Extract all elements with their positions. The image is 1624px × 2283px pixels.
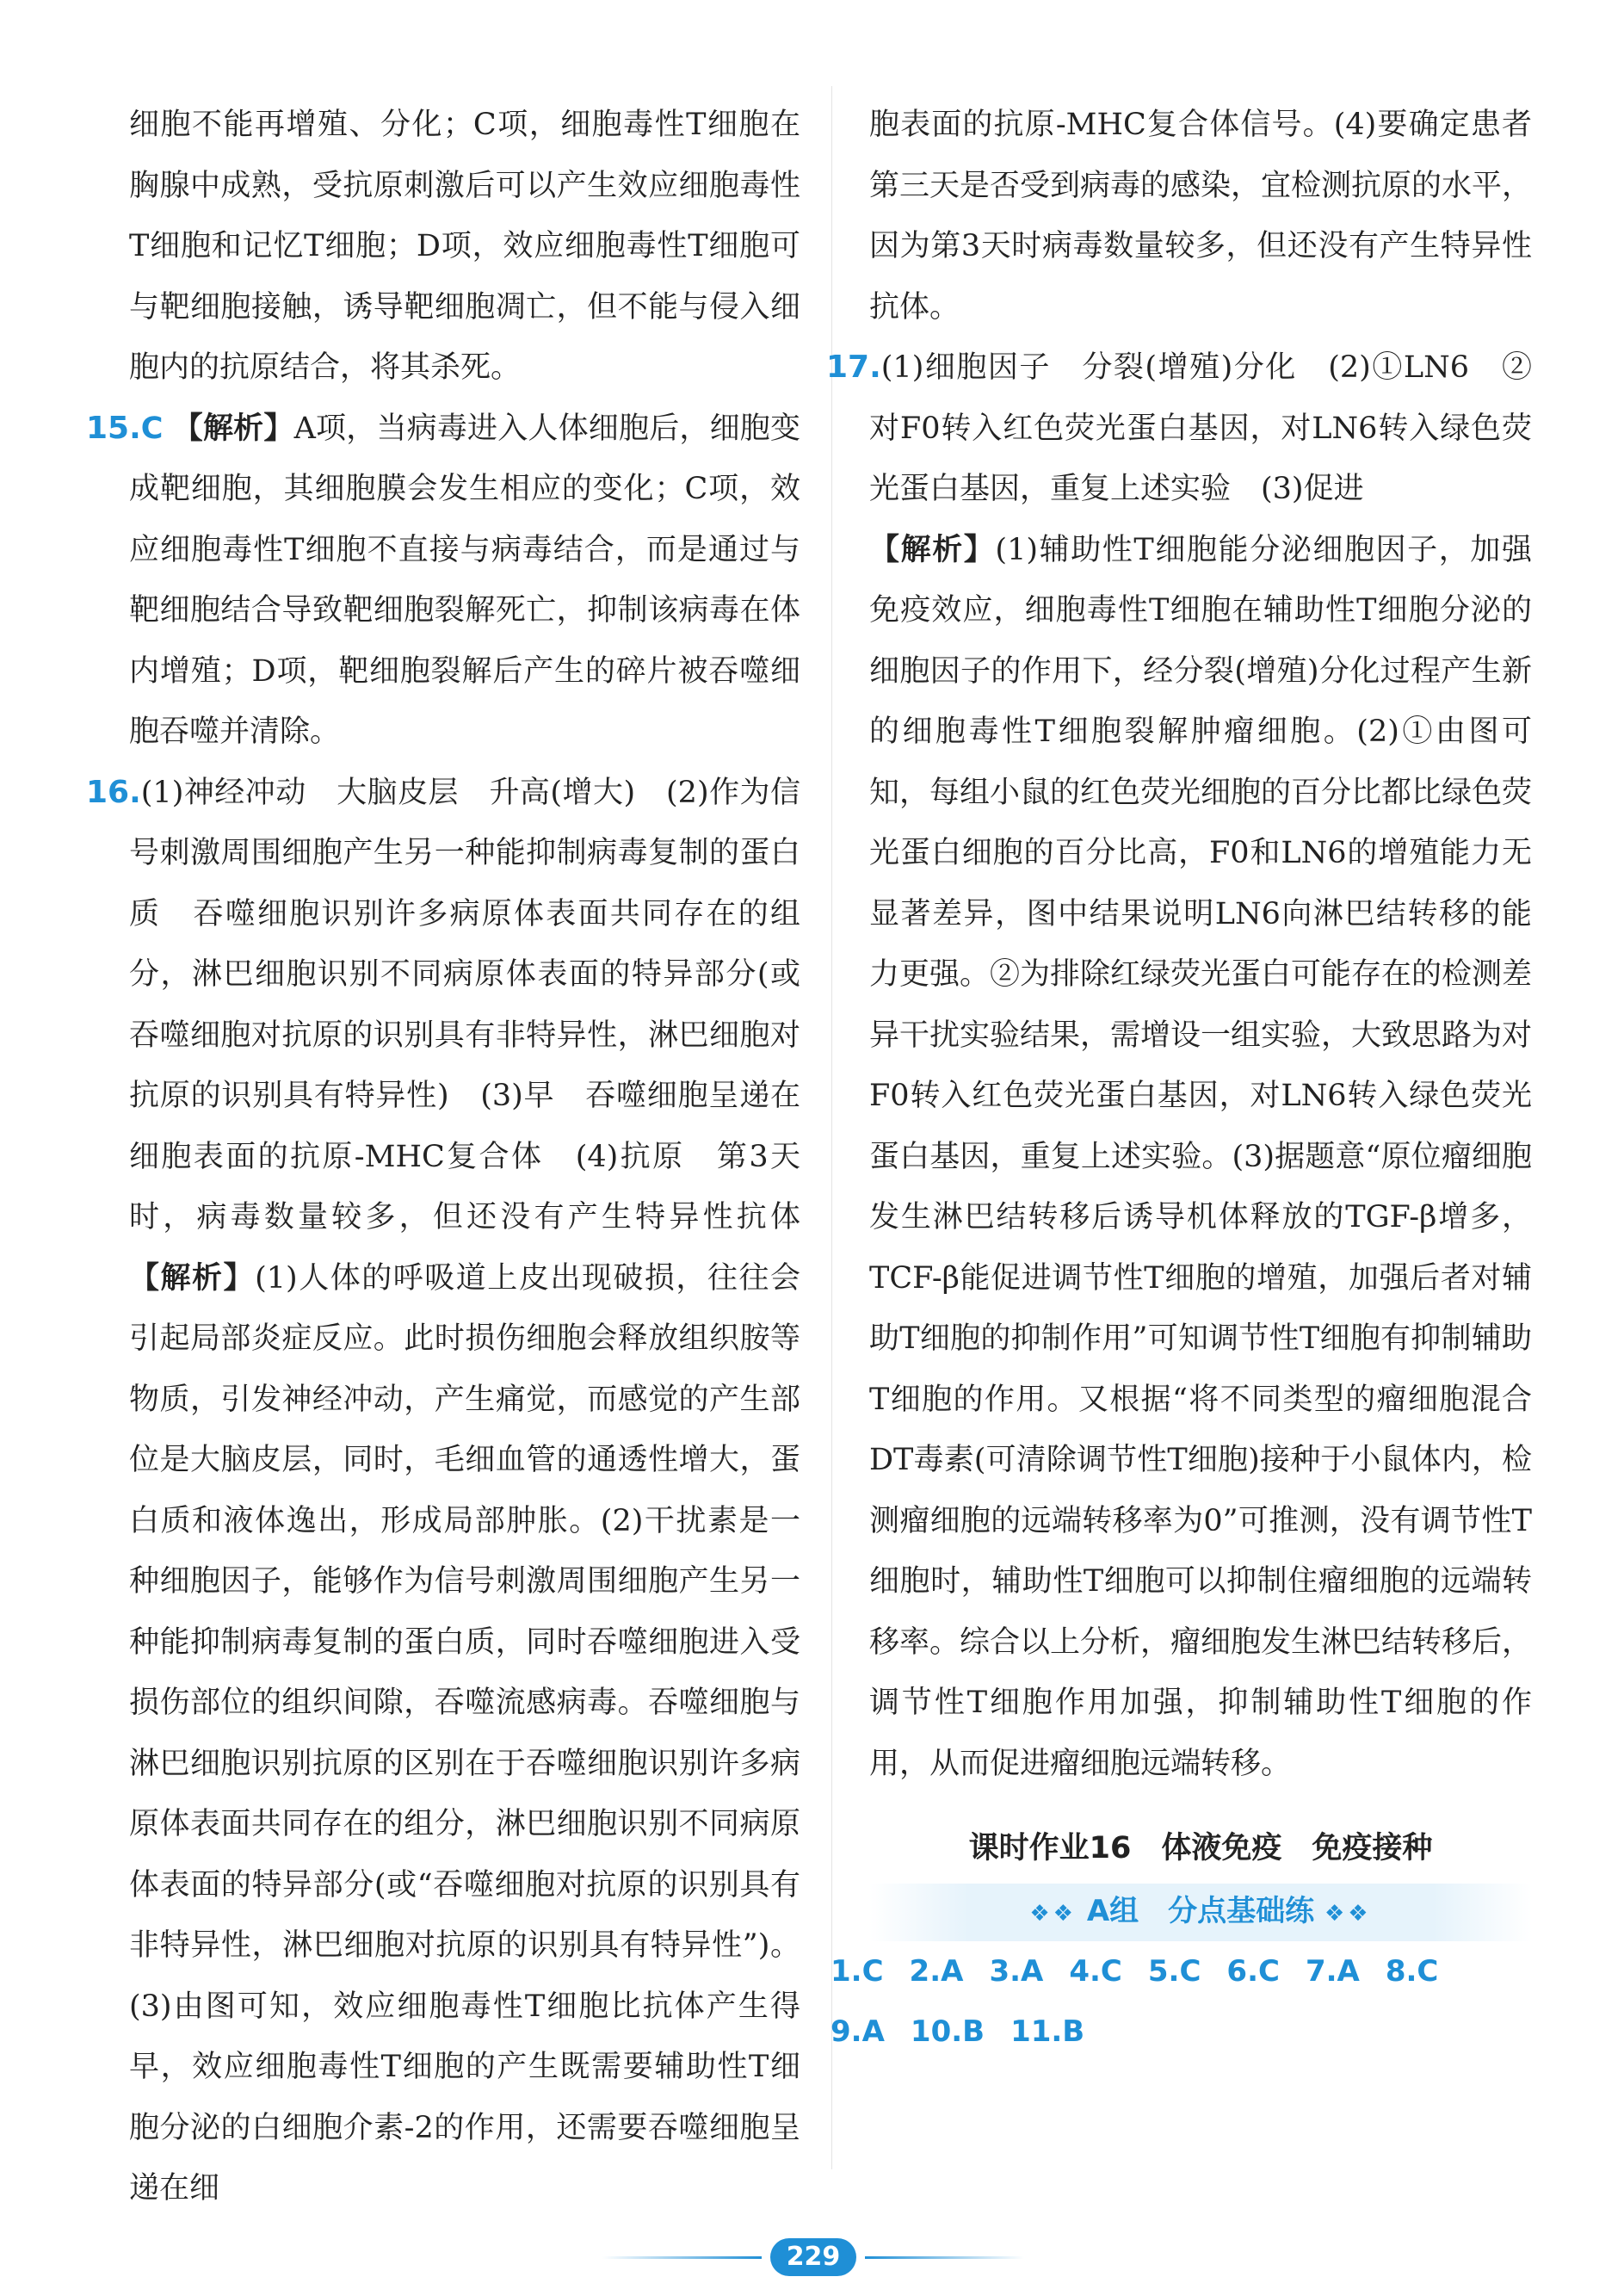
answer-number: 7. <box>1305 1954 1337 1989</box>
answer-item <box>989 1954 1043 1989</box>
q16-analysis-text: (1)人体的呼吸道上皮出现破损，往往会引起局部炎症反应。此时损伤细胞会释放组织胺等物质，引发神经冲动，产生痛觉，而感觉的产生部位是大脑皮层，同时，毛细血管的通透性增大，蛋白质和液体逸出，形成局部肿胀。(2)干扰素是一种细胞因子，能够作为信号刺激周围细胞产生另一种能抑制病毒复制的蛋白质，同时吞噬细胞进入受损伤部位的组织间隙，吞噬流感病毒。吞噬细胞与淋巴细胞识别抗原的区别在于吞噬细胞识别许多病原体表面共同存在的组分，淋巴细胞识别不同病原体表面的特异部分(或“吞噬细胞对抗原的识别具有非特异性，淋巴细胞对抗原的识别具有特异性”)。(3)由图可知，效应细胞毒性T细胞比抗体产生得早，效应细胞毒性T细胞的产生既需要辅助性T细胞分泌的白细胞介素-2的作用，还需要吞噬细胞呈递在细 <box>129 1260 800 2206</box>
band-left-ornament-icon: ❖❖ <box>1029 1901 1077 1927</box>
answer-item <box>1148 1954 1201 1989</box>
question-17 <box>826 337 1532 520</box>
answer-number: 11. <box>1010 2014 1063 2049</box>
answer-item <box>910 1954 964 1989</box>
answer-choice: A <box>1337 1954 1360 1989</box>
answer-item <box>911 2014 985 2049</box>
answer-number: 6. <box>1226 1954 1258 1989</box>
q17-analysis-text: (1)辅助性T细胞能分泌细胞因子，加强免疫效应，细胞毒性T细胞在辅助性T细胞分泌的细胞因子的作用下，经分裂(增殖)分化过程产生新的细胞毒性T细胞裂解肿瘤细胞。(2)①由图可知，每组小鼠的红色荧光细胞的百分比都比绿色荧光蛋白细胞的百分比高，F0和LN6的增殖能力无显著差异，图中结果说明LN6向淋巴结转移的能力更强。②为排除红绿荧光蛋白可能存在的检测差异干扰实验结果，需增设一组实验，大致思路为对F0转入红色荧光蛋白基因，对LN6转入绿色荧光蛋白基因，重复上述实验。(3)据题意“原位瘤细胞发生淋巴结转移后诱导机体释放的TGF-β增多，TCF-β能促进调节性T细胞的增殖，加强后者对辅助T细胞的抑制作用”可知调节性T细胞有抑制辅助T细胞的作用。又根据“将不同类型的瘤细胞混合DT毒素(可清除调节性T细胞)接种于小鼠体内，检测瘤细胞的远端转移率为0”可推测，没有调节性T细胞时，辅助性T细胞可以抑制住瘤细胞的远端转移率。综合以上分析，瘤细胞发生淋巴结转移后，调节性T细胞作用加强，抑制辅助性T细胞的作用，从而促进瘤细胞远端转移。 <box>869 532 1533 1781</box>
q15-number: 15. <box>86 410 141 446</box>
answer-choice: B <box>1062 2014 1085 2049</box>
left-column <box>86 95 831 2219</box>
answer-item <box>1226 1954 1280 1989</box>
group-band <box>869 1884 1532 1941</box>
answer-list <box>831 1941 1532 2062</box>
section-title: 课时作业16 体液免疫 免疫接种 <box>968 1831 1433 1865</box>
answer-row <box>831 1941 1532 2001</box>
q14-continuation: 细胞不能再增殖、分化；C项，细胞毒性T细胞在胸腺中成熟，受抗原刺激后可以产生效应细胞毒性T细胞和记忆T细胞；D项，效应细胞毒性T细胞可与靶细胞接触，诱导靶细胞凋亡，但不能与侵入细胞内的抗原结合，将其杀死。 <box>129 108 800 385</box>
q15-answer: C <box>140 411 164 446</box>
answer-choice: A <box>861 2014 885 2049</box>
answer-choice: C <box>1100 1954 1122 1989</box>
page-number: 229 <box>770 2238 856 2276</box>
answer-number: 3. <box>989 1954 1022 1989</box>
page-number-line-left <box>602 2256 762 2259</box>
page-number-line-right <box>865 2256 1024 2259</box>
answer-item <box>1010 2014 1084 2049</box>
answer-number: 8. <box>1385 1954 1417 1989</box>
answer-choice: B <box>962 2014 985 2049</box>
answer-number: 5. <box>1147 1954 1180 1989</box>
answer-row <box>831 2001 1532 2062</box>
q15-analysis-tag: 【解析】 <box>172 411 294 446</box>
answer-item <box>831 1954 884 1989</box>
answer-item <box>1069 1954 1122 1989</box>
answer-choice: C <box>861 1954 884 1989</box>
answer-choice: A <box>941 1954 964 1989</box>
question-16 <box>86 763 831 2219</box>
answer-choice: C <box>1179 1954 1201 1989</box>
answer-choice: A <box>1021 1954 1044 1989</box>
q16-number: 16. <box>86 774 141 810</box>
q15-analysis-text: A项，当病毒进入人体细胞后，细胞变成靶细胞，其细胞膜会发生相应的变化；C项，效应细胞毒性T细胞不直接与病毒结合，而是通过与靶细胞结合导致靶细胞裂解死亡，抑制该病毒在体内增殖；D项，靶细胞裂解后产生的碎片被吞噬细胞吞噬并清除。 <box>129 411 800 749</box>
q16-continuation: 胞表面的抗原-MHC复合体信号。(4)要确定患者第三天是否受到病毒的感染，宜检测抗原的水平，因为第3天时病毒数量较多，但还没有产生特异性抗体。 <box>869 108 1533 325</box>
q17-analysis-tag: 【解析】 <box>869 532 996 567</box>
answer-number: 4. <box>1069 1954 1101 1989</box>
answer-choice: C <box>1257 1954 1280 1989</box>
answer-number: 9. <box>831 2014 862 2049</box>
band-right-ornament-icon: ❖❖ <box>1325 1901 1372 1927</box>
band-title: A组 分点基础练 <box>1086 1894 1315 1928</box>
answer-number: 1. <box>831 1954 862 1989</box>
q16-answer-text: (1)神经冲动 大脑皮层 升高(增大) (2)作为信号刺激周围细胞产生另一种能抑制病毒复制的蛋白质 吞噬细胞识别许多病原体表面共同存在的组分，淋巴细胞识别不同病原体表面的特异部分(或吞噬细胞对抗原的识别具有非特异性，淋巴细胞对抗原的识别具有特异性) (3)早 吞噬细胞呈递在细胞表面的抗原-MHC复合体 (4)抗原 第3天时，病毒数量较多，但还没有产生特异性抗体 <box>129 775 831 1234</box>
q17-analysis <box>869 520 1532 1795</box>
answer-item <box>1306 1954 1360 1989</box>
q16-analysis-tag: 【解析】 <box>129 1260 256 1296</box>
q17-answer-text: (1)细胞因子 分裂(增殖)分化 (2)①LN6 ②对F0转入红色荧光蛋白基因，对LN6转入绿色荧光蛋白基因，重复上述实验 (3)促进 <box>869 350 1532 506</box>
answer-item <box>831 2014 885 2049</box>
answer-choice: C <box>1417 1954 1439 1989</box>
answer-number: 10. <box>910 2014 963 2049</box>
right-column <box>826 95 1533 2062</box>
q17-number: 17. <box>826 350 881 385</box>
answer-item <box>1386 1954 1439 1989</box>
question-15 <box>86 399 800 763</box>
answer-number: 2. <box>909 1954 942 1989</box>
column-divider <box>831 86 832 2169</box>
